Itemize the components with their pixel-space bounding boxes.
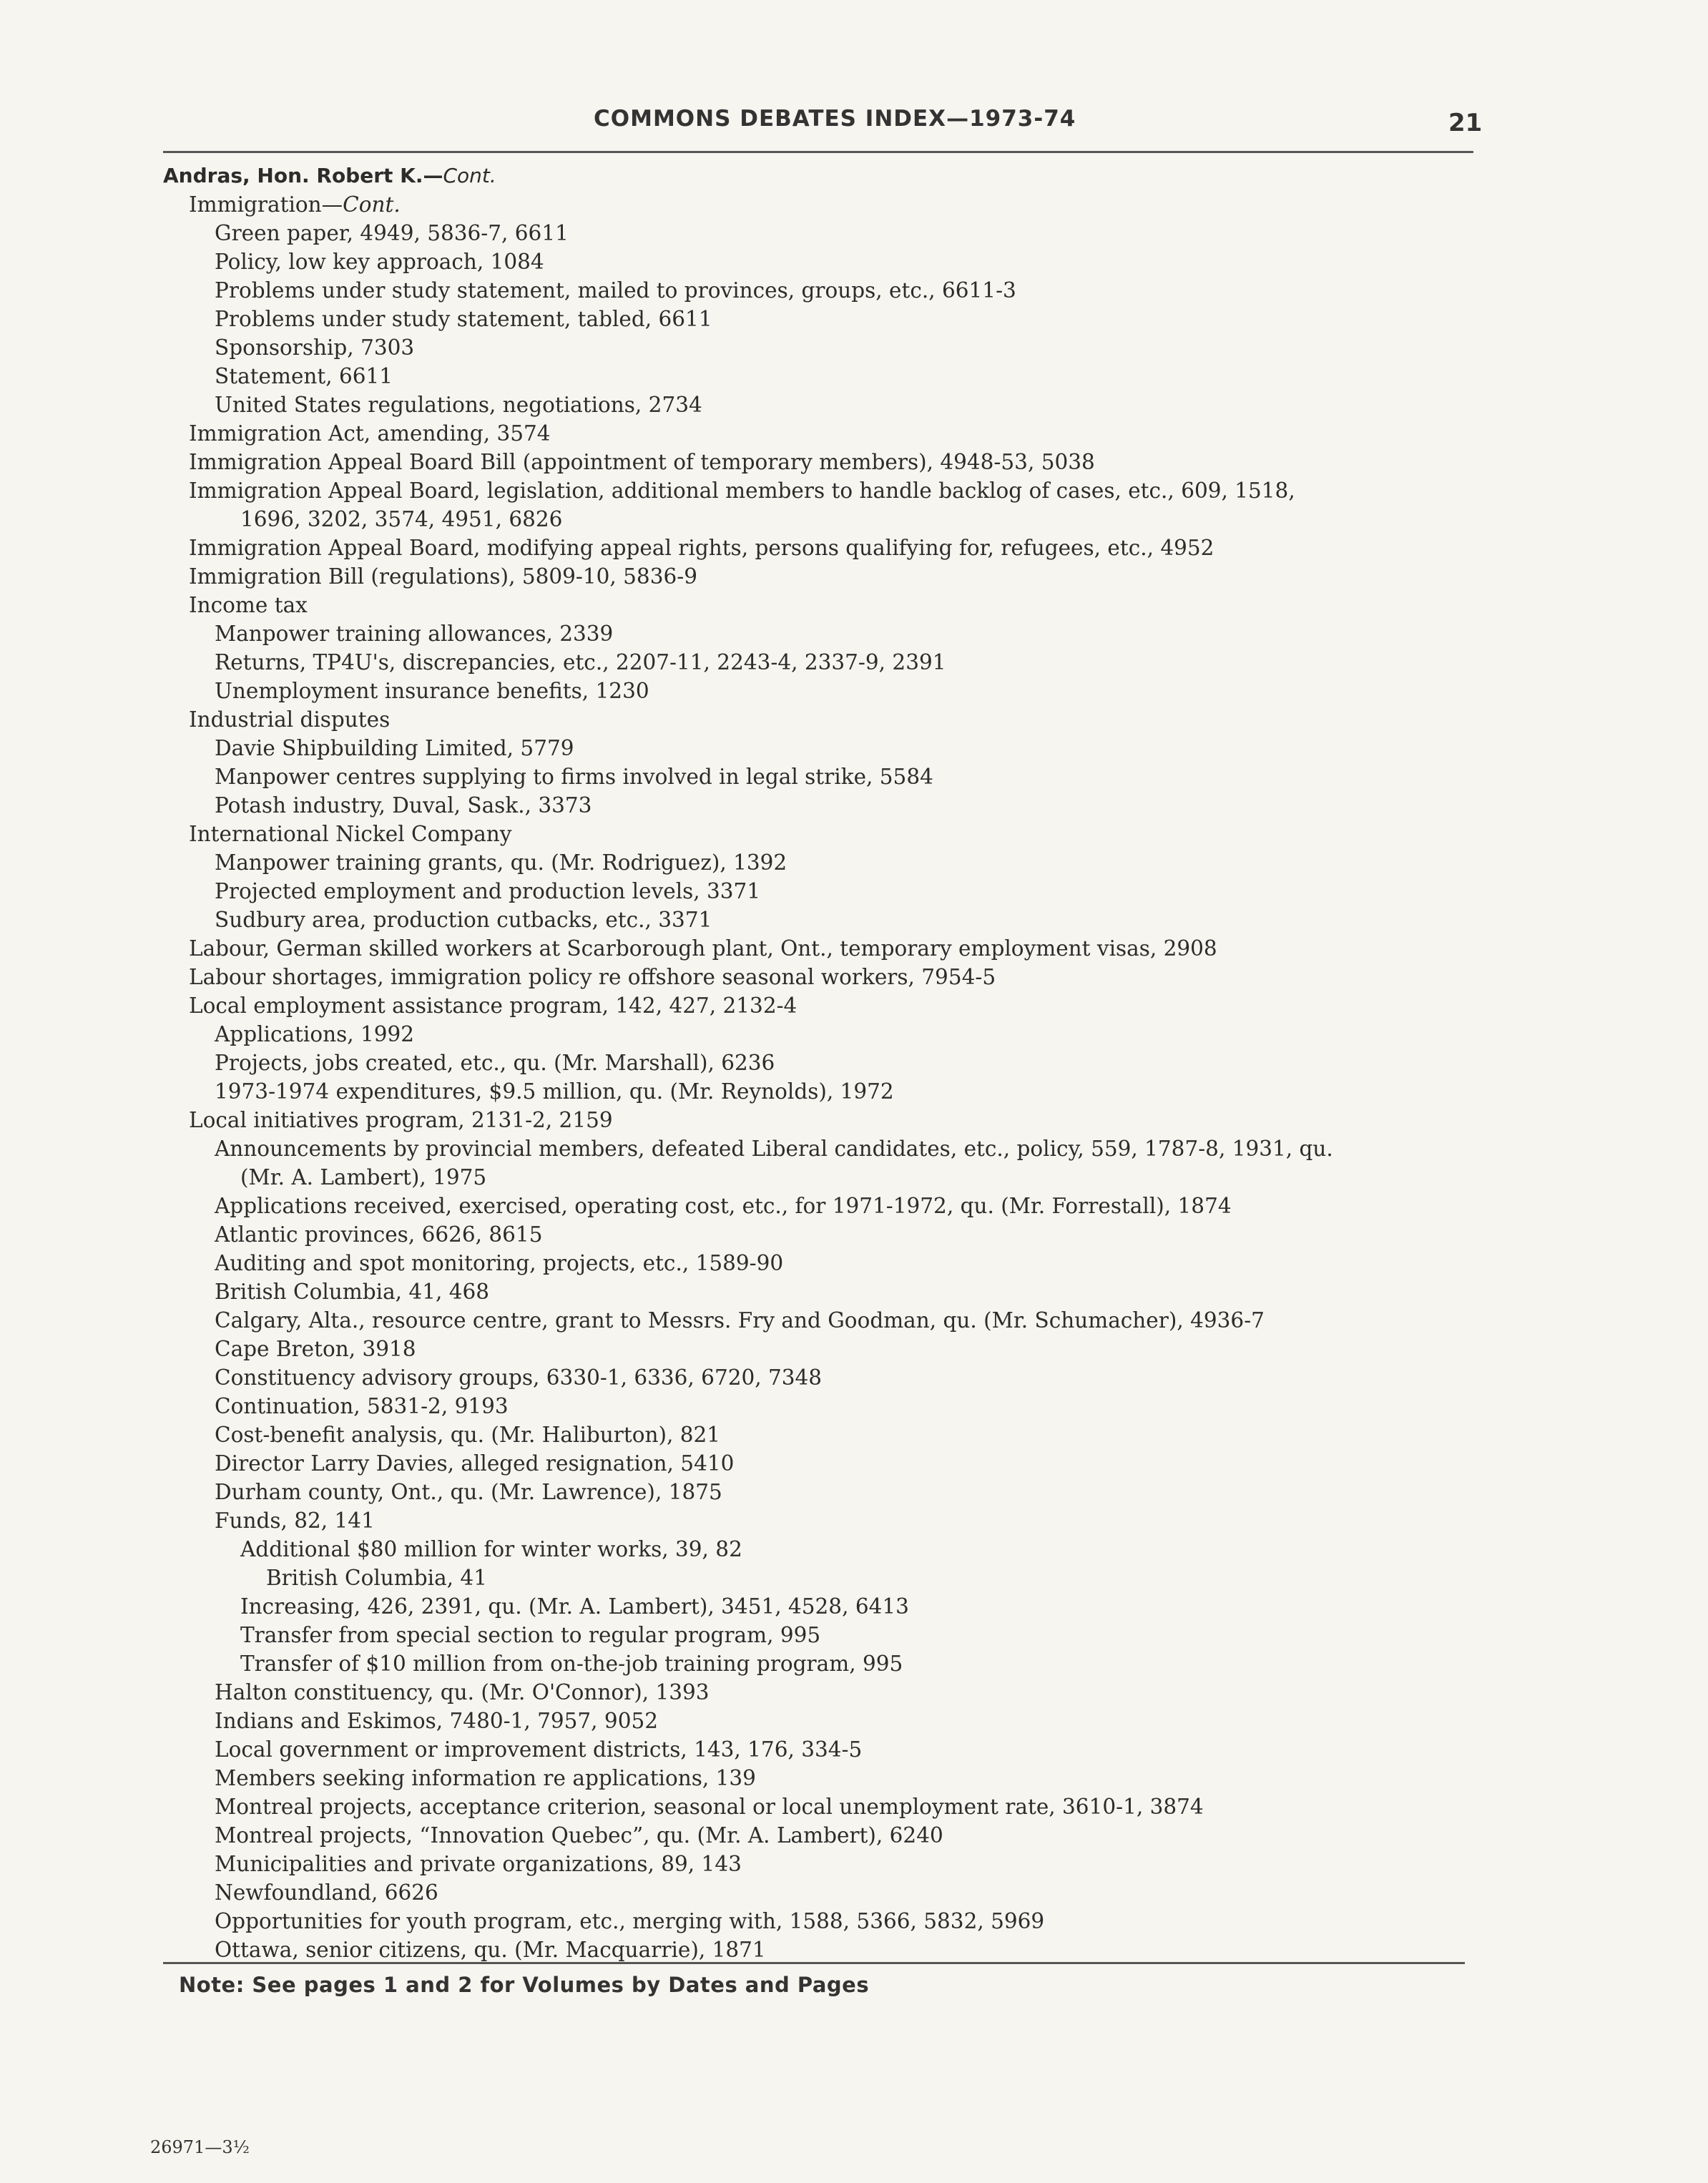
index-entry-text: Unemployment insurance benefits, 1230 [215, 679, 649, 703]
index-entry-text: Labour, German skilled workers at Scarborough plant, Ont., temporary employment visas, 2908 [189, 936, 1217, 961]
index-entry-text: Sponsorship, 7303 [215, 335, 415, 360]
index-entry [163, 934, 1479, 963]
index-entry-text: Returns, TP4U's, discrepancies, etc., 2207-11, 2243-4, 2337-9, 2391 [215, 650, 946, 674]
index-entry [163, 1134, 1479, 1163]
index-entry-text: Montreal projects, acceptance criterion, seasonal or local unemployment rate, 3610-1, 3874 [215, 1795, 1204, 1819]
index-entry [163, 677, 1479, 705]
index-entry-text: (Mr. A. Lambert), 1975 [240, 1165, 487, 1189]
index-entry [163, 1449, 1479, 1478]
index-entry [163, 162, 1479, 190]
index-entry-text: Problems under study statement, tabled, 6611 [215, 307, 712, 331]
index-entry-text: Manpower centres supplying to firms involved in legal strike, 5584 [215, 765, 933, 789]
index-entry [163, 1621, 1479, 1649]
index-entry-text: Transfer from special section to regular program, 995 [240, 1623, 821, 1647]
index-entry-text: 1973-1974 expenditures, $9.5 million, qu. (Mr. Reynolds), 1972 [215, 1079, 894, 1104]
page-header-title: COMMONS DEBATES INDEX—1973-74 [594, 106, 1076, 132]
index-entry [163, 1249, 1479, 1277]
index-entry [163, 906, 1479, 934]
footer-rule [163, 1962, 1465, 1964]
index-entry [163, 1277, 1479, 1306]
index-entry-text: Manpower training allowances, 2339 [215, 622, 614, 646]
index-entry-text: Problems under study statement, mailed to provinces, groups, etc., 6611-3 [215, 278, 1016, 303]
index-entry [163, 448, 1479, 476]
index-entry-text: Continuation, 5831-2, 9193 [215, 1394, 509, 1418]
index-entry-text: Immigration Bill (regulations), 5809-10, 5836-9 [189, 564, 697, 589]
index-entry [163, 705, 1479, 734]
index-entry-text: Potash industry, Duval, Sask., 3373 [215, 793, 592, 818]
print-code: 26971—3½ [150, 2137, 250, 2157]
index-entry [163, 1220, 1479, 1249]
index-entry [163, 1821, 1479, 1850]
index-entry [163, 505, 1479, 534]
index-entry-text: United States regulations, negotiations, 2734 [215, 393, 702, 417]
volumes-note: Note: See pages 1 and 2 for Volumes by Dates and Pages [179, 1973, 870, 1997]
index-entry [163, 591, 1479, 619]
index-entry [163, 1792, 1479, 1821]
index-entry-text: Newfoundland, 6626 [215, 1880, 438, 1905]
index-entry-text: Opportunities for youth program, etc., merging with, 1588, 5366, 5832, 5969 [215, 1909, 1045, 1933]
index-entry-text: British Columbia, 41 [266, 1566, 487, 1590]
index-entry-text: Immigration Appeal Board, modifying appeal rights, persons qualifying for, refugees, etc., 4952 [189, 536, 1214, 560]
index-entry [163, 1850, 1479, 1878]
index-entry [163, 1535, 1479, 1564]
index-entry-text: Income tax [189, 593, 308, 617]
index-entry-text: International Nickel Company [189, 822, 512, 846]
index-entry [163, 1649, 1479, 1678]
index-entry-text: Atlantic provinces, 6626, 8615 [215, 1222, 543, 1247]
index-entry-text: Additional $80 million for winter works, 39, 82 [240, 1537, 742, 1561]
index-entry [163, 1392, 1479, 1421]
index-entry-text: Andras, Hon. Robert K.— [163, 164, 443, 187]
index-entry-text: Statement, 6611 [215, 364, 393, 388]
index-entry-text: Manpower training grants, qu. (Mr. Rodriguez), 1392 [215, 850, 787, 875]
index-entry [163, 1707, 1479, 1735]
index-entry-text: Applications received, exercised, operating cost, etc., for 1971-1972, qu. (Mr. Forrestall), 1874 [215, 1194, 1232, 1218]
index-entry [163, 1306, 1479, 1335]
index-entry [163, 991, 1479, 1020]
index-entry [163, 1907, 1479, 1936]
index-entry [163, 1192, 1479, 1220]
index-entry [163, 1363, 1479, 1392]
index-entry-text: Policy, low key approach, 1084 [215, 250, 544, 274]
index-entry [163, 190, 1479, 219]
index-entry [163, 1106, 1479, 1134]
index-entry-text: Local initiatives program, 2131-2, 2159 [189, 1108, 613, 1132]
header-rule [163, 151, 1473, 153]
index-entry [163, 1049, 1479, 1077]
index-entry-text: Constituency advisory groups, 6330-1, 6336, 6720, 7348 [215, 1365, 823, 1390]
index-entry [163, 762, 1479, 791]
index-entry-text: Auditing and spot monitoring, projects, etc., 1589-90 [215, 1251, 784, 1275]
index-entry [163, 1478, 1479, 1506]
index-entry-text: Cape Breton, 3918 [215, 1337, 416, 1361]
index-entry [163, 619, 1479, 648]
index-entry [163, 305, 1479, 333]
index-entry [163, 848, 1479, 877]
index-entry [163, 1564, 1479, 1592]
index-entry-text: Members seeking information re applications, 139 [215, 1766, 756, 1790]
index-entries [163, 162, 1479, 1964]
index-entry-text: Ottawa, senior citizens, qu. (Mr. Macquarrie), 1871 [215, 1938, 766, 1962]
index-entry [163, 1163, 1479, 1192]
index-entry [163, 1936, 1479, 1964]
index-entry-text: Halton constituency, qu. (Mr. O'Connor), 1393 [215, 1680, 710, 1704]
index-entry-text: Industrial disputes [189, 707, 391, 732]
index-entry [163, 476, 1479, 505]
index-entry-text: Immigration— [189, 192, 343, 217]
index-entry-text: Davie Shipbuilding Limited, 5779 [215, 736, 574, 760]
page-number: 21 [1448, 109, 1483, 137]
index-entry-text: Transfer of $10 million from on-the-job training program, 995 [240, 1652, 903, 1676]
continued-marker: Cont. [443, 164, 496, 187]
index-entry [163, 1878, 1479, 1907]
index-entry [163, 219, 1479, 247]
index-entry [163, 734, 1479, 762]
index-entry-text: Labour shortages, immigration policy re offshore seasonal workers, 7954-5 [189, 965, 996, 989]
index-entry [163, 419, 1479, 448]
index-entry [163, 534, 1479, 562]
index-entry-text: Local government or improvement districts, 143, 176, 334-5 [215, 1737, 863, 1762]
index-entry [163, 877, 1479, 906]
index-entry [163, 333, 1479, 362]
index-entry-text: Increasing, 426, 2391, qu. (Mr. A. Lambert), 3451, 4528, 6413 [240, 1594, 909, 1619]
index-entry [163, 1020, 1479, 1049]
index-entry-text: Sudbury area, production cutbacks, etc., 3371 [215, 908, 712, 932]
index-entry-text: Projects, jobs created, etc., qu. (Mr. Marshall), 6236 [215, 1051, 775, 1075]
index-entry [163, 276, 1479, 305]
index-entry [163, 1421, 1479, 1449]
index-entry-text: Indians and Eskimos, 7480-1, 7957, 9052 [215, 1709, 659, 1733]
index-entry [163, 391, 1479, 419]
index-entry [163, 1506, 1479, 1535]
index-entry [163, 1764, 1479, 1792]
index-entry [163, 1592, 1479, 1621]
index-entry-text: Immigration Appeal Board, legislation, additional members to handle backlog of cases, etc., 609, 1518, [189, 479, 1295, 503]
index-entry-text: Announcements by provincial members, defeated Liberal candidates, etc., policy, 559, 1787-8, 1931, qu. [215, 1137, 1333, 1161]
index-entry [163, 1735, 1479, 1764]
index-entry [163, 1077, 1479, 1106]
continued-marker: Cont. [343, 192, 401, 217]
index-entry-text: Local employment assistance program, 142, 427, 2132-4 [189, 994, 797, 1018]
index-entry-text: 1696, 3202, 3574, 4951, 6826 [240, 507, 563, 531]
index-entry-text: Montreal projects, “Innovation Quebec”, qu. (Mr. A. Lambert), 6240 [215, 1823, 943, 1848]
index-entry-text: Director Larry Davies, alleged resignation, 5410 [215, 1451, 735, 1476]
index-entry [163, 1678, 1479, 1707]
index-entry-text: Funds, 82, 141 [215, 1509, 375, 1533]
index-entry [163, 247, 1479, 276]
index-entry [163, 1335, 1479, 1363]
index-entry-text: Applications, 1992 [215, 1022, 415, 1046]
index-entry-text: Durham county, Ont., qu. (Mr. Lawrence), 1875 [215, 1480, 722, 1504]
index-entry [163, 562, 1479, 591]
index-entry-text: British Columbia, 41, 468 [215, 1280, 490, 1304]
index-entry-text: Calgary, Alta., resource centre, grant to Messrs. Fry and Goodman, qu. (Mr. Schumacher), 4936-7 [215, 1308, 1265, 1333]
index-entry-text: Municipalities and private organizations, 89, 143 [215, 1852, 742, 1876]
index-entry [163, 362, 1479, 391]
index-entry-text: Cost-benefit analysis, qu. (Mr. Haliburton), 821 [215, 1423, 721, 1447]
index-entry [163, 791, 1479, 820]
index-entry-text: Green paper, 4949, 5836-7, 6611 [215, 221, 569, 245]
index-entry [163, 648, 1479, 677]
index-entry-text: Immigration Act, amending, 3574 [189, 421, 551, 446]
index-entry [163, 963, 1479, 991]
index-entry-text: Projected employment and production levels, 3371 [215, 879, 761, 903]
index-entry-text: Immigration Appeal Board Bill (appointment of temporary members), 4948-53, 5038 [189, 450, 1095, 474]
index-entry [163, 820, 1479, 848]
